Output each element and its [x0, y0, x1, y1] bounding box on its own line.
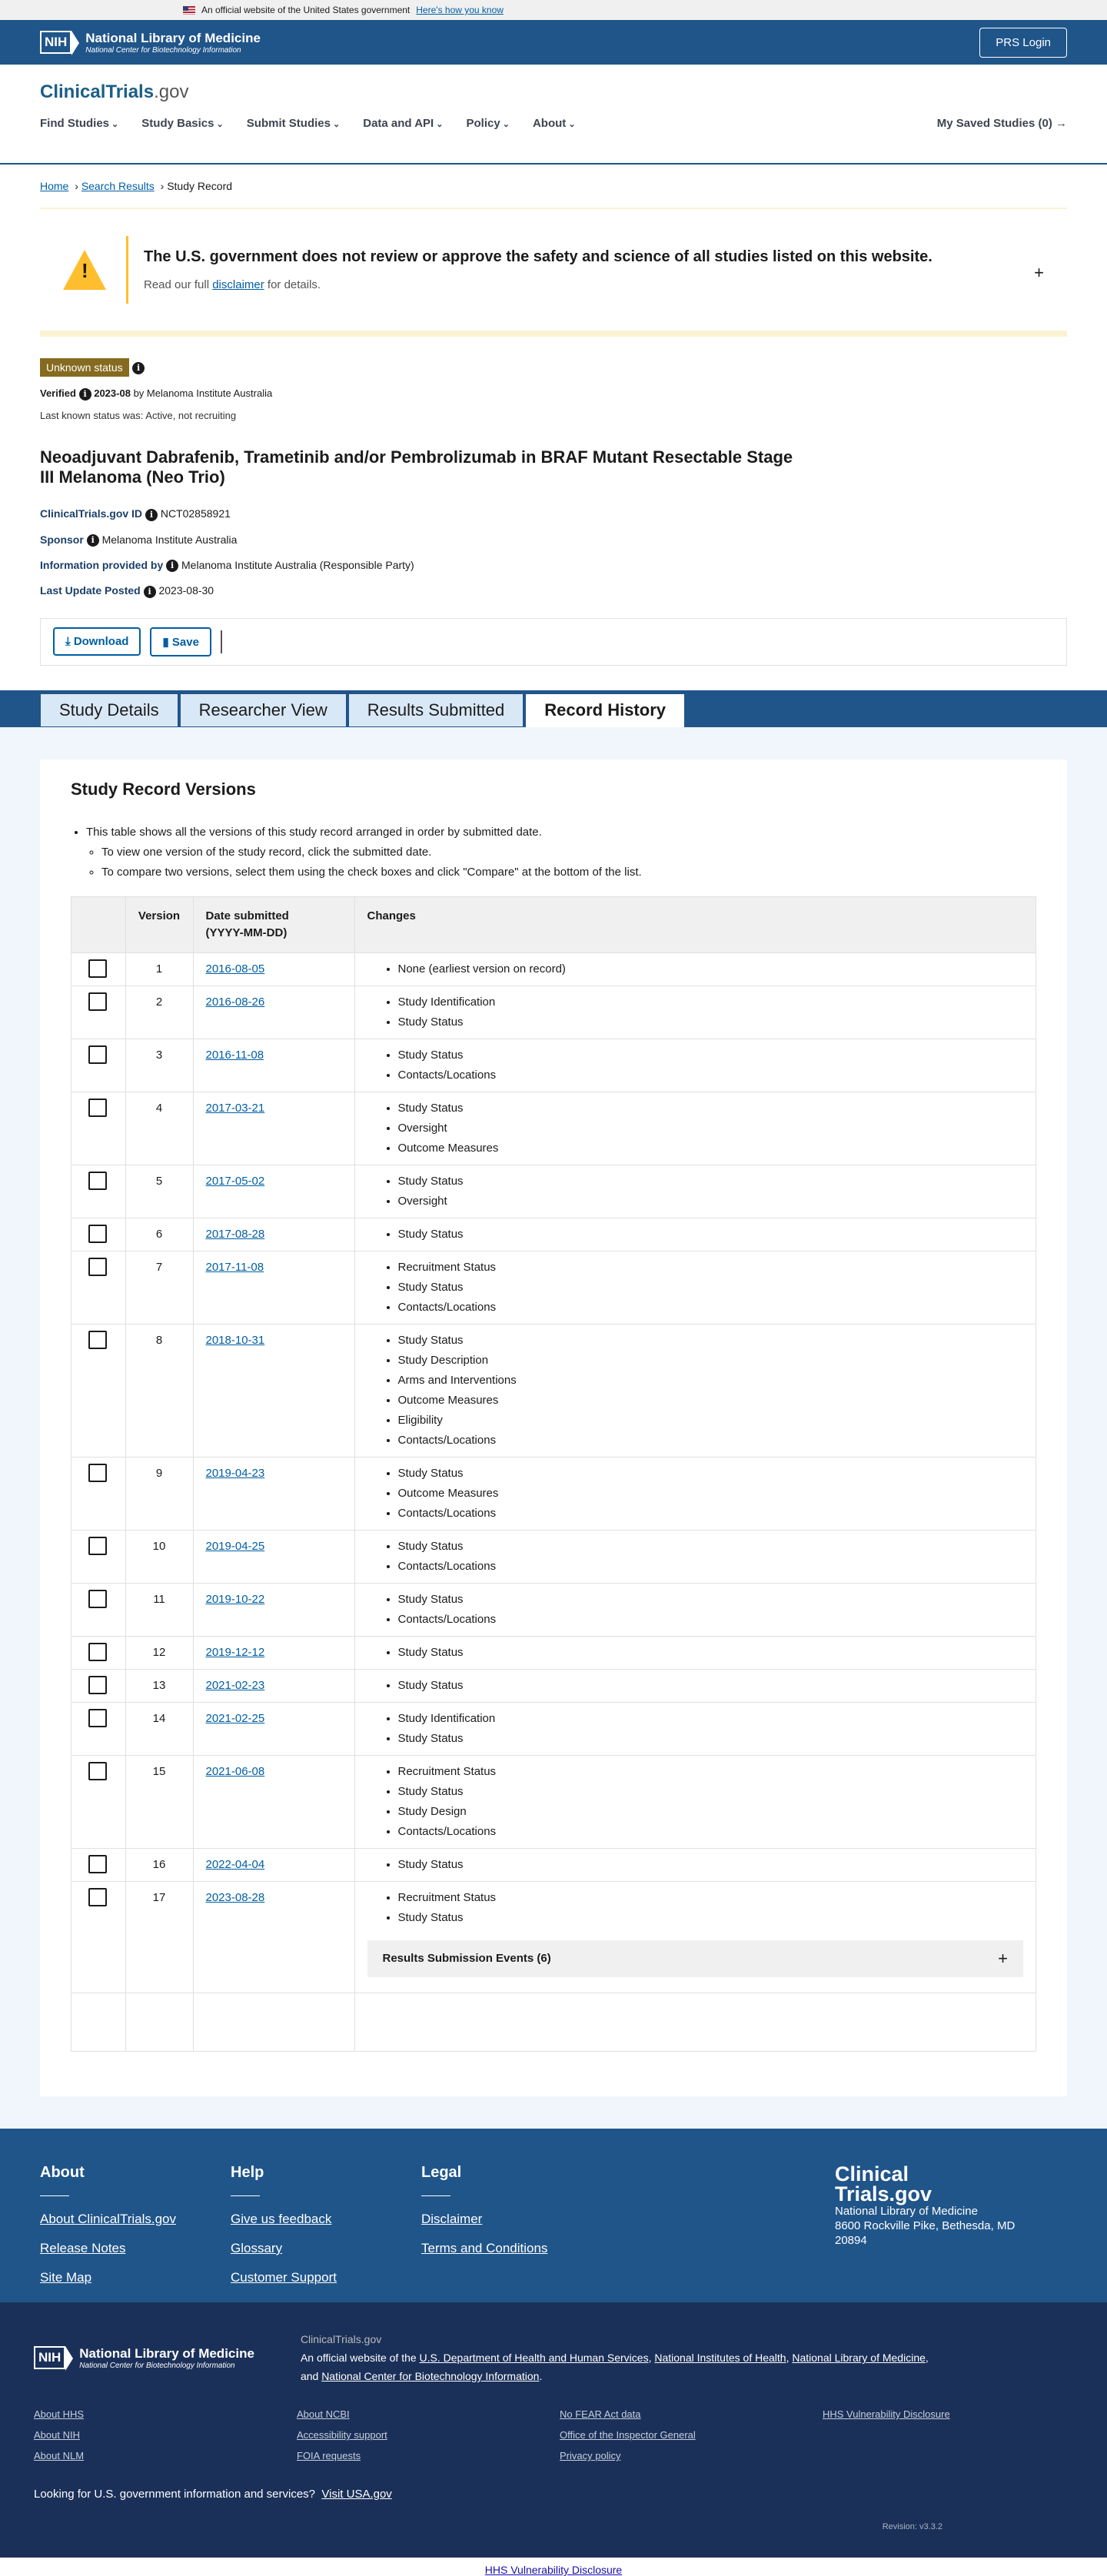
change-item: • Study Status: [398, 1782, 1024, 1802]
nav-item-find-studies[interactable]: Find Studies ⌄: [40, 117, 118, 130]
version-date-link[interactable]: 2019-12-12: [205, 1645, 265, 1659]
nih-link[interactable]: National Institutes of Health: [654, 2352, 786, 2365]
last-known-status: Last known status was: Active, not recruiting: [40, 409, 237, 421]
version-number: 5: [125, 1165, 193, 1218]
version-row: [71, 1669, 1036, 1702]
version-date-link[interactable]: 2019-04-25: [205, 1539, 265, 1553]
compare-checkbox[interactable]: [88, 1099, 107, 1117]
warning-icon: [63, 250, 106, 290]
version-date-link[interactable]: 2023-08-28: [205, 1890, 265, 1904]
footer-link[interactable]: Terms and Conditions: [421, 2241, 548, 2256]
nav-item-submit-studies[interactable]: Submit Studies ⌄: [247, 117, 340, 130]
version-number: 7: [125, 1251, 193, 1324]
footer-link[interactable]: About NCBI: [297, 2408, 350, 2421]
how-you-know-link[interactable]: Here's how you know: [416, 5, 504, 15]
footer-link[interactable]: About NLM: [34, 2450, 85, 2462]
save-button[interactable]: ▮ Save: [150, 627, 211, 656]
info-icon[interactable]: i: [79, 388, 91, 401]
nih-header: [0, 20, 1107, 65]
tab-record-history[interactable]: Record History: [525, 693, 685, 727]
version-number: 16: [125, 1848, 193, 1881]
version-row: [71, 1218, 1036, 1251]
change-item: • Study Identification: [398, 992, 1024, 1012]
change-item: • Study Status: [398, 1278, 1024, 1298]
version-date-link[interactable]: 2016-08-26: [205, 995, 265, 1009]
compare-checkbox[interactable]: [88, 1258, 107, 1276]
versions-table: [71, 896, 1036, 2052]
study-tabs: [0, 690, 1107, 727]
version-row: [71, 1755, 1036, 1848]
change-item: • Study Design: [398, 1802, 1024, 1822]
change-item: • Eligibility: [398, 1411, 1024, 1431]
change-item: • Study Status: [398, 1172, 1024, 1192]
footer-link[interactable]: FOIA requests: [297, 2450, 361, 2462]
footer-link[interactable]: Privacy policy: [560, 2450, 621, 2462]
info-icon[interactable]: i: [144, 586, 156, 598]
info-icon[interactable]: i: [87, 534, 99, 547]
divider: [221, 630, 222, 653]
results-events-toggle[interactable]: Results Submission Events (6) +: [367, 1940, 1024, 1977]
footer-link[interactable]: Site Map: [40, 2270, 92, 2285]
change-item: • Recruitment Status: [398, 1762, 1024, 1782]
change-item: • Study Status: [398, 1537, 1024, 1557]
change-item: • Study Status: [398, 1908, 1024, 1928]
change-item: • Study Status: [398, 1012, 1024, 1032]
change-item: • Contacts/Locations: [398, 1431, 1024, 1451]
version-number: 15: [125, 1755, 193, 1848]
change-item: • Study Status: [398, 1590, 1024, 1610]
footer-link[interactable]: Release Notes: [40, 2241, 126, 2256]
study-actions: [40, 618, 1067, 666]
version-row: [71, 1702, 1036, 1755]
compare-checkbox[interactable]: [88, 1225, 107, 1243]
footer-col-help: Help Give us feedback Glossary Customer Support: [231, 2164, 421, 2302]
compare-checkbox[interactable]: [88, 959, 107, 978]
nlm-footer-logo[interactable]: NIH National Library of Medicine National Center for Biotechnology Information: [34, 2330, 254, 2385]
instruction-intro: • This table shows all the versions of this study record arranged in order by submitted date.: [86, 823, 1036, 843]
version-date-link[interactable]: 2017-03-21: [205, 1101, 265, 1115]
tab-results-submitted[interactable]: Results Submitted: [348, 693, 524, 727]
alert-text: Read our full disclaimer for details.: [144, 278, 321, 291]
breadcrumb-current: Study Record: [167, 180, 233, 192]
version-date-link[interactable]: 2017-05-02: [205, 1174, 265, 1188]
footer-link[interactable]: Disclaimer: [421, 2212, 483, 2227]
verified-line: Verified i 2023-08 by Melanoma Institute Australia: [40, 387, 273, 399]
info-icon[interactable]: i: [145, 509, 158, 521]
nav-item-data-and-api[interactable]: Data and API ⌄: [363, 117, 443, 130]
bottom-bar: [0, 2558, 1107, 2576]
version-number: 8: [125, 1324, 193, 1457]
arrow-right-icon: →: [1055, 117, 1067, 130]
plus-icon: +: [998, 1948, 1008, 1968]
instruction-view: ◦ To view one version of the study record, click the submitted date.: [101, 843, 1036, 863]
version-number: 1: [125, 952, 193, 986]
version-row: [71, 1039, 1036, 1092]
change-item: • Contacts/Locations: [398, 1822, 1024, 1842]
footer-link[interactable]: Customer Support: [231, 2270, 337, 2285]
info-icon[interactable]: i: [166, 560, 178, 572]
footer-link[interactable]: Give us feedback: [231, 2212, 332, 2227]
nav-item-study-basics[interactable]: Study Basics ⌄: [141, 117, 224, 130]
nlm-footer: [0, 2302, 1107, 2558]
meta-row: Last Update Posted i 2023-08-30: [40, 584, 214, 597]
change-item: • Recruitment Status: [398, 1258, 1024, 1278]
saved-studies-link[interactable]: My Saved Studies (0) →: [936, 117, 1067, 130]
change-item: • None (earliest version on record): [398, 959, 1024, 979]
hhs-vulnerability-link[interactable]: HHS Vulnerability Disclosure: [484, 2564, 623, 2576]
version-number: 17: [125, 1881, 193, 1993]
footer-link[interactable]: No FEAR Act data: [560, 2408, 641, 2421]
nlm-logo[interactable]: [40, 31, 261, 55]
footer-link[interactable]: Office of the Inspector General: [560, 2429, 696, 2441]
version-row: [71, 1530, 1036, 1583]
col-changes: Changes: [354, 897, 1036, 953]
version-row: [71, 952, 1036, 986]
change-item: • Study Status: [398, 1676, 1024, 1696]
change-item: • Contacts/Locations: [398, 1298, 1024, 1318]
ncbi-subtitle: National Center for Biotechnology Information: [85, 45, 241, 55]
footer-link[interactable]: Glossary: [231, 2241, 283, 2256]
version-row: [71, 986, 1036, 1039]
footer-ct-block: Clinical Trials.gov National Library of Medicine 8600 Rockville Pike, Bethesda, MD 20894: [835, 2162, 1016, 2248]
version-date-link[interactable]: 2021-06-08: [205, 1764, 265, 1778]
version-row: [71, 1251, 1036, 1324]
change-item: • Study Status: [398, 1643, 1024, 1663]
version-row: [71, 1881, 1036, 1993]
col-version: Version: [125, 897, 193, 953]
expand-plus-icon[interactable]: +: [1034, 263, 1044, 282]
instruction-compare: ◦ To compare two versions, select them using the check boxes and click "Compare" at the bottom of the list.: [101, 863, 1036, 882]
version-row: [71, 1324, 1036, 1457]
version-number: 6: [125, 1218, 193, 1251]
hhs-link[interactable]: U.S. Department of Health and Human Services: [419, 2352, 649, 2365]
change-item: • Outcome Measures: [398, 1391, 1024, 1411]
tab-study-details[interactable]: Study Details: [40, 693, 178, 727]
clinicaltrials-logo[interactable]: ClinicalTrials.gov: [40, 81, 189, 102]
version-number: 3: [125, 1039, 193, 1092]
col-date: Date submitted (YYYY-MM-DD): [193, 897, 354, 953]
version-date-link[interactable]: 2018-10-31: [205, 1333, 265, 1347]
site-header: [0, 65, 1107, 165]
ncbi-link[interactable]: National Center for Biotechnology Information: [321, 2370, 540, 2383]
version-number: 4: [125, 1092, 193, 1165]
breadcrumb: Home › Search Results › Study Record: [40, 180, 233, 192]
version-row: [71, 1636, 1036, 1669]
change-item: • Contacts/Locations: [398, 1504, 1024, 1524]
version-date-link[interactable]: 2017-11-08: [205, 1260, 264, 1274]
compare-checkbox[interactable]: [88, 1172, 107, 1190]
version-date-link[interactable]: 2021-02-23: [205, 1678, 265, 1692]
nlm-title: National Library of Medicine: [85, 30, 261, 45]
usa-gov-link[interactable]: Visit USA.gov: [321, 2488, 392, 2501]
instructions: [86, 823, 1036, 882]
change-item: • Contacts/Locations: [398, 1610, 1024, 1630]
gov-banner: [0, 0, 1107, 20]
version-number: 9: [125, 1457, 193, 1530]
breadcrumb-home[interactable]: Home: [40, 180, 69, 192]
tab-researcher-view[interactable]: Researcher View: [180, 693, 347, 727]
nih-logo-mark: NIH: [40, 31, 71, 54]
compare-checkbox[interactable]: [88, 1888, 107, 1906]
nlm-link[interactable]: National Library of Medicine: [792, 2352, 926, 2365]
change-item: • Oversight: [398, 1192, 1024, 1212]
version-number: 2: [125, 986, 193, 1039]
compare-checkbox[interactable]: [88, 1331, 107, 1349]
us-flag-icon: [183, 6, 195, 15]
change-item: • Oversight: [398, 1118, 1024, 1138]
study-meta: [40, 507, 1067, 597]
alert-title: The U.S. government does not review or approve the safety and science of all studies listed on this website.: [144, 248, 932, 265]
prs-login-button[interactable]: PRS Login: [979, 28, 1067, 58]
official-site-text: ClinicalTrials.gov An official website of the U.S. Department of Health and Human Services, National Institutes of Health, National Library of Medicine, and National Center for Biotechnology Information.: [300, 2333, 929, 2383]
bookmark-icon: ▮: [162, 635, 169, 649]
meta-row: Sponsor i Melanoma Institute Australia: [40, 533, 238, 546]
version-date-link[interactable]: 2021-02-25: [205, 1711, 265, 1725]
change-item: • Study Status: [398, 1855, 1024, 1875]
versions-heading: Study Record Versions: [71, 779, 256, 799]
disclaimer-link[interactable]: disclaimer: [212, 278, 264, 291]
version-number: 12: [125, 1636, 193, 1669]
disclaimer-alert: [40, 208, 1067, 337]
version-number: 14: [125, 1702, 193, 1755]
gov-banner-text: An official website of the United States government: [201, 5, 411, 15]
version-row: [71, 1457, 1036, 1530]
status-section: [40, 358, 1067, 421]
version-date-link[interactable]: 2016-11-08: [205, 1048, 264, 1062]
compare-checkbox[interactable]: [88, 1643, 107, 1661]
change-item: • Study Status: [398, 1099, 1024, 1118]
version-date-link[interactable]: 2022-04-04: [205, 1857, 265, 1871]
info-icon[interactable]: i: [132, 362, 145, 374]
version-row: [71, 1165, 1036, 1218]
meta-row: Information provided by i Melanoma Institute Australia (Responsible Party): [40, 558, 414, 571]
version-number: 10: [125, 1530, 193, 1583]
change-item: • Arms and Interventions: [398, 1371, 1024, 1391]
compare-checkbox[interactable]: [88, 1762, 107, 1780]
site-footer: [0, 2129, 1107, 2302]
change-item: • Outcome Measures: [398, 1484, 1024, 1504]
compare-checkbox[interactable]: [88, 1855, 107, 1873]
footer-link[interactable]: HHS Vulnerability Disclosure: [823, 2408, 950, 2421]
revision: Revision: v3.3.2: [882, 2522, 942, 2532]
change-item: • Contacts/Locations: [398, 1557, 1024, 1577]
footer-link[interactable]: About ClinicalTrials.gov: [40, 2212, 176, 2227]
nav-item-policy[interactable]: Policy ⌄: [467, 117, 510, 130]
footer-link[interactable]: About HHS: [34, 2408, 85, 2421]
change-item: • Study Identification: [398, 1709, 1024, 1729]
change-item: • Outcome Measures: [398, 1138, 1024, 1158]
compare-row: [71, 1993, 1036, 2051]
compare-checkbox[interactable]: [88, 1590, 107, 1608]
status-badge: Unknown status: [40, 358, 129, 377]
change-item: • Study Status: [398, 1729, 1024, 1749]
compare-checkbox[interactable]: [88, 1464, 107, 1482]
compare-checkbox[interactable]: [88, 1676, 107, 1694]
meta-row: ClinicalTrials.gov ID i NCT02858921: [40, 507, 231, 520]
version-date-link[interactable]: 2017-08-28: [205, 1227, 265, 1241]
compare-checkbox[interactable]: [88, 992, 107, 1011]
study-title: Neoadjuvant Dabrafenib, Trametinib and/or Pembrolizumab in BRAF Mutant Resectable Stage III Melanoma (Neo Trio): [40, 447, 793, 487]
version-row: [71, 1092, 1036, 1165]
change-item: • Contacts/Locations: [398, 1065, 1024, 1085]
footer-links: [34, 2408, 1073, 2461]
change-item: • Study Status: [398, 1331, 1024, 1351]
version-row: [71, 1848, 1036, 1881]
compare-checkbox[interactable]: [88, 1537, 107, 1555]
change-item: • Study Status: [398, 1464, 1024, 1484]
version-number: 11: [125, 1583, 193, 1636]
change-item: • Study Status: [398, 1045, 1024, 1065]
main-nav: [40, 117, 1067, 130]
footer-col-about: About About ClinicalTrials.gov Release Notes Site Map: [40, 2164, 231, 2302]
usa-gov-line: Looking for U.S. government information and services? Visit USA.gov: [34, 2488, 392, 2501]
version-date-link[interactable]: 2016-08-05: [205, 962, 265, 976]
version-row: [71, 1583, 1036, 1636]
footer-col-legal: Legal Disclaimer Terms and Conditions: [421, 2164, 612, 2302]
change-item: • Study Status: [398, 1225, 1024, 1245]
version-number: 13: [125, 1669, 193, 1702]
breadcrumb-search-results[interactable]: Search Results: [81, 180, 155, 192]
version-date-link[interactable]: 2019-10-22: [205, 1592, 265, 1606]
change-item: • Recruitment Status: [398, 1888, 1024, 1908]
nav-item-about[interactable]: About ⌄: [533, 117, 576, 130]
record-history-panel: [0, 727, 1107, 2129]
change-item: • Study Description: [398, 1351, 1024, 1371]
compare-checkbox[interactable]: [88, 1709, 107, 1727]
download-icon: ⤓: [65, 635, 71, 649]
footer-link[interactable]: Accessibility support: [297, 2429, 387, 2441]
version-date-link[interactable]: 2019-04-23: [205, 1466, 265, 1480]
footer-link[interactable]: About NIH: [34, 2429, 80, 2441]
download-button[interactable]: ⤓ Download: [53, 627, 141, 656]
compare-checkbox[interactable]: [88, 1045, 107, 1064]
